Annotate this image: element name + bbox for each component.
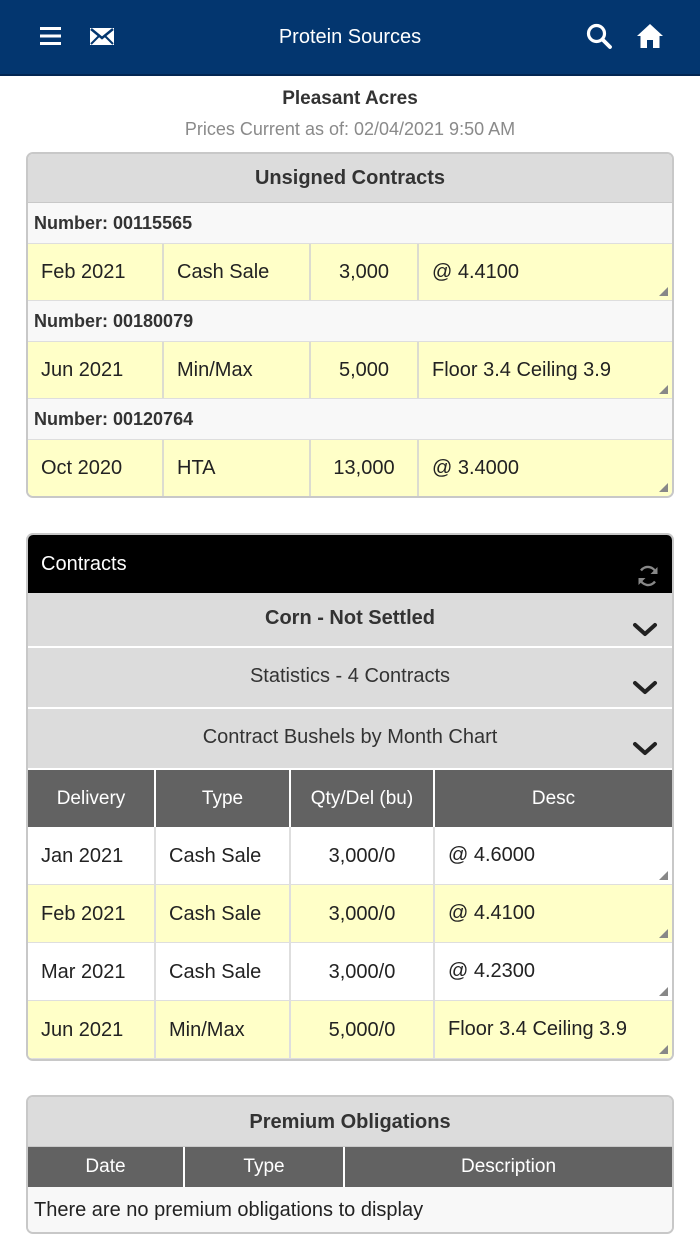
type-cell: Cash Sale <box>156 827 291 884</box>
unsigned-contracts-title: Unsigned Contracts <box>28 154 672 203</box>
farm-name: Pleasant Acres <box>282 88 418 109</box>
refresh-icon[interactable] <box>636 553 660 577</box>
premium-obligations-title: Premium Obligations <box>28 1097 672 1147</box>
app-header <box>0 0 700 76</box>
contract-month: Feb 2021 <box>28 244 164 300</box>
resize-handle-icon[interactable] <box>659 385 668 394</box>
chevron-down-icon <box>632 725 658 745</box>
table-row[interactable] <box>28 943 672 1001</box>
type-cell: Min/Max <box>156 1001 291 1058</box>
home-icon[interactable] <box>636 22 664 50</box>
resize-handle-icon[interactable] <box>659 929 668 938</box>
delivery-cell: Feb 2021 <box>28 885 156 942</box>
contract-description-text: @ 3.4000 <box>432 457 520 479</box>
desc-cell[interactable] <box>435 827 672 884</box>
contract-type: Cash Sale <box>164 244 311 300</box>
delivery-cell: Jan 2021 <box>28 827 156 884</box>
qty-cell: 3,000/0 <box>291 943 435 1000</box>
contract-description-text: Floor 3.4 Ceiling 3.9 <box>432 359 611 381</box>
type-cell: Cash Sale <box>156 943 291 1000</box>
table-row[interactable] <box>28 827 672 885</box>
resize-handle-icon[interactable] <box>659 987 668 996</box>
premium-obligations-panel <box>26 1095 674 1234</box>
statistics-toggle[interactable] <box>28 648 672 709</box>
delivery-cell: Jun 2021 <box>28 1001 156 1058</box>
bushels-chart-toggle[interactable] <box>28 709 672 770</box>
column-header-description[interactable]: Description <box>460 1156 557 1177</box>
contract-description[interactable] <box>419 440 672 496</box>
contracts-title: Contracts <box>41 553 127 575</box>
resize-handle-icon[interactable] <box>659 287 668 296</box>
column-header-type[interactable]: Type <box>156 770 291 827</box>
contracts-table-header <box>28 770 672 827</box>
unsigned-contract-row[interactable] <box>28 439 672 497</box>
page-title: Protein Sources <box>278 26 422 48</box>
contract-number: Number: 00120764 <box>28 399 672 439</box>
contract-quantity: 13,000 <box>311 440 419 496</box>
desc-text: @ 4.6000 <box>448 844 536 866</box>
resize-handle-icon[interactable] <box>659 1045 668 1054</box>
contract-quantity: 5,000 <box>311 342 419 398</box>
column-header-qty[interactable]: Qty/Del (bu) <box>291 770 435 827</box>
resize-handle-icon[interactable] <box>659 483 668 492</box>
unsigned-contract-row[interactable] <box>28 341 672 399</box>
column-header-delivery[interactable]: Delivery <box>28 770 156 827</box>
contract-month: Oct 2020 <box>28 440 164 496</box>
contract-quantity: 3,000 <box>311 244 419 300</box>
desc-cell[interactable] <box>435 1001 672 1058</box>
contract-description-text: @ 4.4100 <box>432 261 520 283</box>
resize-handle-icon[interactable] <box>659 871 668 880</box>
contract-description[interactable] <box>419 244 672 300</box>
desc-text: @ 4.4100 <box>448 902 536 924</box>
contracts-header <box>28 535 672 593</box>
desc-cell[interactable] <box>435 885 672 942</box>
statistics-label: Statistics - 4 Contracts <box>249 665 451 687</box>
qty-cell: 3,000/0 <box>291 885 435 942</box>
corn-not-settled-label: Corn - Not Settled <box>265 607 435 629</box>
bushels-chart-label: Contract Bushels by Month Chart <box>202 726 498 748</box>
contract-type: HTA <box>164 440 311 496</box>
desc-cell[interactable] <box>435 943 672 1000</box>
table-row[interactable] <box>28 1001 672 1059</box>
desc-text: Floor 3.4 Ceiling 3.9 <box>448 1018 627 1040</box>
column-header-type[interactable]: Type <box>185 1147 345 1187</box>
table-row[interactable] <box>28 885 672 943</box>
contracts-panel <box>26 533 674 1061</box>
chevron-down-icon <box>632 664 658 684</box>
qty-cell: 5,000/0 <box>291 1001 435 1058</box>
contract-type: Min/Max <box>164 342 311 398</box>
empty-state-message: There are no premium obligations to display <box>28 1187 672 1234</box>
desc-text: @ 4.2300 <box>448 960 536 982</box>
prices-current-timestamp: Prices Current as of: 02/04/2021 9:50 AM <box>184 119 516 139</box>
delivery-cell: Mar 2021 <box>28 943 156 1000</box>
chevron-down-icon <box>632 609 658 629</box>
column-header-desc[interactable]: Desc <box>531 788 576 809</box>
premium-table-header <box>28 1147 672 1187</box>
column-header-date[interactable]: Date <box>28 1147 185 1187</box>
unsigned-contracts-panel <box>26 152 674 498</box>
contract-description[interactable] <box>419 342 672 398</box>
search-icon[interactable] <box>585 22 613 50</box>
contract-number: Number: 00180079 <box>28 301 672 341</box>
type-cell: Cash Sale <box>156 885 291 942</box>
qty-cell: 3,000/0 <box>291 827 435 884</box>
contract-number: Number: 00115565 <box>28 203 672 243</box>
contract-month: Jun 2021 <box>28 342 164 398</box>
corn-not-settled-toggle[interactable] <box>28 593 672 648</box>
unsigned-contract-row[interactable] <box>28 243 672 301</box>
